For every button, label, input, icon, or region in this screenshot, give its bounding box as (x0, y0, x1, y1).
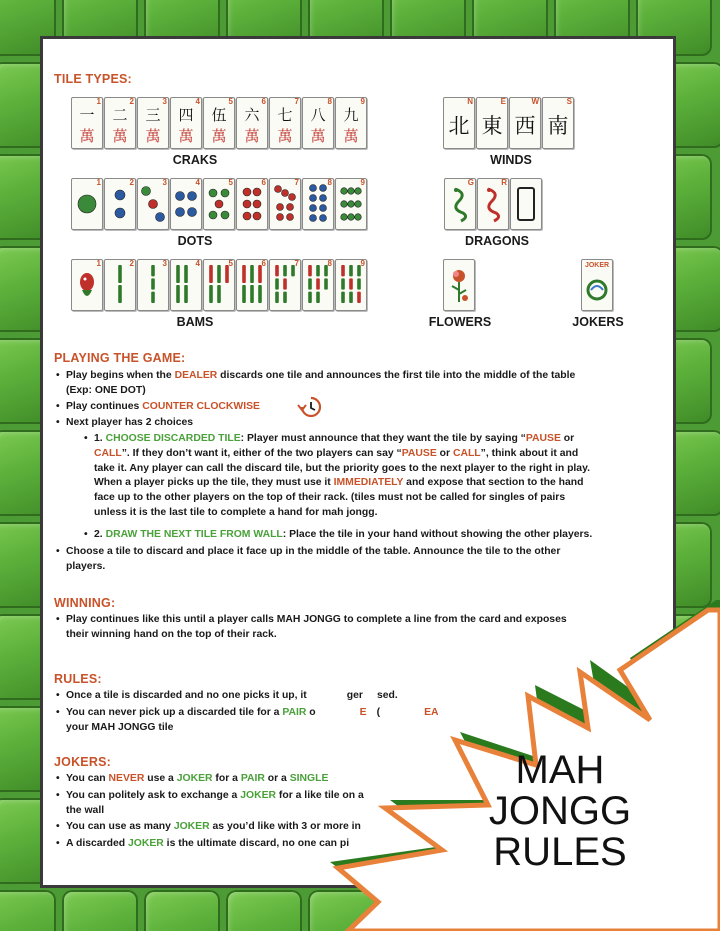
jokers-item-4: • A discarded JOKER is the ultimate discard, no one can pi (56, 838, 350, 849)
playing-item-1: • Play begins when the DEALER discards one tile and announces the first tile into the middle of the table (Exp: ONE DOT) (56, 370, 576, 396)
heading-playing: PLAYING THE GAME: (54, 351, 186, 365)
bams-label: BAMS (176, 315, 214, 329)
bam-tile: 6 (236, 259, 268, 311)
bam-tile: 1 (71, 259, 103, 311)
dots-tiles (71, 178, 367, 230)
burst-line-1: MAH (515, 748, 605, 792)
crak-tile: 6 六 萬 (236, 97, 268, 149)
bam-tile: 7 (269, 259, 301, 311)
dragon-tile (510, 178, 542, 230)
wind-tile: W 西 (509, 97, 541, 149)
wind-tile: E 東 (476, 97, 508, 149)
bam-tile: 2 (104, 259, 136, 311)
dot-tile: 6 (236, 178, 268, 230)
winds-label: WINDS (490, 153, 532, 167)
dot-tile: 7 (269, 178, 301, 230)
winning-item: • Play continues like this until a player calls MAH JONGG to complete a line from the card and exposes their winning hand on the top of their rack. (56, 614, 567, 640)
rules-item-2: • You can never pick up a discarded tile for a PAIR o E ( EA your MAH JONGG tile (56, 707, 439, 733)
wind-tile: S 南 (542, 97, 574, 149)
dot-tile: 9 (335, 178, 367, 230)
wind-tile: N 北 (443, 97, 475, 149)
heading-tile-types: TILE TYPES: (54, 72, 132, 86)
bam-tile: 9 (335, 259, 367, 311)
flower-icon (443, 259, 475, 311)
dot-tile: 1 (71, 178, 103, 230)
dragon-tile: G (444, 178, 476, 230)
crak-tile: 4 四 萬 (170, 97, 202, 149)
rules-item-1: • Once a tile is discarded and no one picks it up, it ger sed. (56, 690, 398, 701)
crak-tile: 1 一 萬 (71, 97, 103, 149)
flowers-label: FLOWERS (428, 315, 492, 329)
crak-tile: 2 二 萬 (104, 97, 136, 149)
joker-tile (581, 259, 613, 311)
background-tile (0, 890, 56, 931)
dot-tile: 2 (104, 178, 136, 230)
playing-item-2: • Play continues COUNTER CLOCKWISE (66, 400, 651, 415)
heading-jokers: JOKERS: (54, 755, 111, 769)
crak-tile: 8 八 萬 (302, 97, 334, 149)
dots-label: DOTS (177, 234, 213, 248)
background-tile (226, 890, 302, 931)
burst-line-2: JONGG (488, 789, 632, 833)
burst-line-3: RULES (493, 830, 627, 874)
bam-tile: 3 (137, 259, 169, 311)
craks-label: CRAKS (172, 153, 218, 167)
winds-tiles (443, 97, 574, 149)
crak-tile: 7 七 萬 (269, 97, 301, 149)
playing-item-3: • Next player has 2 choices (56, 417, 194, 428)
crak-tile: 9 九 萬 (335, 97, 367, 149)
bam-tile: 4 (170, 259, 202, 311)
choice-2: • 2. DRAW THE NEXT TILE FROM WALL: Place the tile in your hand without showing the other players. (84, 529, 593, 540)
bam-tile: 8 (302, 259, 334, 311)
dragons-tiles (444, 178, 542, 230)
jokers-label: JOKERS (572, 315, 624, 329)
dragon-tile: R (477, 178, 509, 230)
jokers-item-3: • You can use as many JOKER as you’d like with 3 or more in (56, 821, 361, 832)
joker-icon: JOKER (581, 259, 613, 311)
heading-rules: RULES: (54, 672, 102, 686)
flower-tile (443, 259, 475, 311)
heading-winning: WINNING: (54, 596, 116, 610)
playing-item-4: • Choose a tile to discard and place it face up in the middle of the table. Announce the tile to the other players. (56, 546, 561, 572)
background-tile (144, 890, 220, 931)
crak-tile: 3 三 萬 (137, 97, 169, 149)
dragons-label: DRAGONS (465, 234, 529, 248)
dot-tile: 3 (137, 178, 169, 230)
crak-tile: 5 伍 萬 (203, 97, 235, 149)
starburst-badge (330, 600, 720, 931)
background-tile (62, 890, 138, 931)
jokers-item-1: • You can NEVER use a JOKER for a PAIR or a SINGLE (56, 773, 329, 784)
jokers-item-2: • You can politely ask to exchange a JOKER for a like tile on a the wall (56, 790, 364, 816)
bam-tile: 5 (203, 259, 235, 311)
bams-tiles (71, 259, 367, 311)
choice-1: • 1. CHOOSE DISCARDED TILE: Player must announce that they want the tile by saying “PAUSE or CALL”. If they don’t want it, either of the two players can say “PAUSE or CALL”, think about it and take it. Any player can call the discard tile, but the priority goes to the next player to the right in play. When a player picks up the tile, they must use it IMMEDIATELY and expose that section to the hand face up to the other players on the top of their rack. (tiles must not be called for singles of pairs unless it is the last tile to complete a hand for mah jongg. (84, 433, 590, 518)
dot-tile: 4 (170, 178, 202, 230)
dot-tile: 5 (203, 178, 235, 230)
craks-tiles (71, 97, 367, 149)
dot-tile: 8 (302, 178, 334, 230)
